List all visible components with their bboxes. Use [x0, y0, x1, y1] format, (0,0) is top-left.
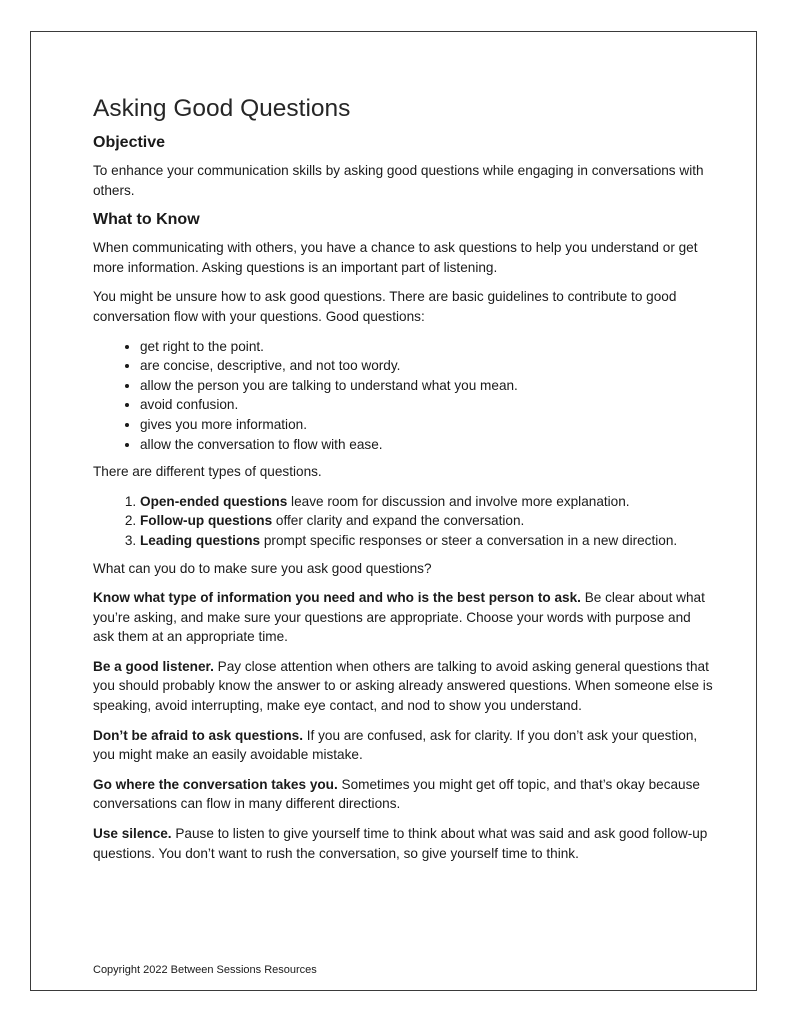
- tip-paragraph: [93, 588, 713, 647]
- type-term: Follow-up questions: [140, 513, 273, 529]
- list-item: • gives you more information.: [140, 415, 713, 435]
- list-item: [140, 531, 713, 551]
- list-item: • avoid confusion.: [140, 395, 713, 415]
- tip-paragraph: [93, 775, 713, 814]
- tip-text: Sometimes you might get off topic, and that’s okay because conversations can flow in many different directions.: [93, 776, 700, 812]
- list-item: • get right to the point.: [140, 337, 713, 357]
- tips-intro: What can you do to make sure you ask good questions?: [93, 560, 432, 576]
- objective-text: To enhance your communication skills by asking good questions while engaging in conversations with others.: [93, 163, 704, 198]
- tip-lead: Don’t be afraid to ask questions.: [93, 727, 303, 743]
- question-types-list: [93, 492, 713, 551]
- type-term: Open-ended questions: [140, 493, 288, 509]
- tip-paragraph: [93, 824, 713, 863]
- list-item: [140, 492, 713, 512]
- tip-lead: Go where the conversation takes you.: [93, 776, 338, 792]
- type-description: offer clarity and expand the conversation.: [272, 513, 525, 529]
- objective-heading: Objective: [93, 134, 166, 151]
- list-item: • allow the conversation to flow with ease.: [140, 435, 713, 455]
- type-description: leave room for discussion and involve more explanation.: [287, 493, 630, 509]
- what-to-know-paragraph-2: You might be unsure how to ask good questions. There are basic guidelines to contribute to good conversation flow with your questions. Good questions:: [93, 289, 677, 324]
- document-body: [93, 94, 713, 873]
- tip-paragraph: [93, 726, 713, 765]
- what-to-know-heading: What to Know: [93, 211, 200, 229]
- tip-text: Pay close attention when others are talking to avoid asking general questions that you should probably know the answer to or asking already answered questions. When someone else is speaking, avoid interrupting, make eye contact, and nod to show you understand.: [93, 658, 713, 714]
- type-description: prompt specific responses or steer a conversation in a new direction.: [260, 532, 678, 548]
- list-item: • are concise, descriptive, and not too wordy.: [140, 356, 713, 376]
- tip-lead: Be a good listener.: [93, 658, 214, 674]
- tip-text: Pause to listen to give yourself time to think about what was said and ask good follow-up questions. You don’t want to rush the conversation, so give yourself time to think.: [93, 826, 708, 861]
- what-to-know-paragraph-1: When communicating with others, you have a chance to ask questions to help you understand or get more information. Asking questions is an important part of listening.: [93, 240, 698, 275]
- types-intro: There are different types of questions.: [93, 464, 322, 480]
- list-item: [140, 511, 713, 531]
- tip-paragraph: [93, 657, 713, 716]
- page-title: Asking Good Questions: [93, 95, 351, 122]
- list-item: • allow the person you are talking to understand what you mean.: [140, 376, 713, 396]
- tip-text: If you are confused, ask for clarity. If you don’t ask your question, you might make an easily avoidable mistake.: [93, 727, 698, 763]
- type-term: Leading questions: [140, 532, 261, 548]
- good-questions-list: [93, 337, 713, 455]
- tip-lead: Use silence.: [93, 826, 172, 842]
- tip-lead: Know what type of information you need and who is the best person to ask.: [93, 590, 581, 606]
- copyright-footer: Copyright 2022 Between Sessions Resources: [93, 964, 317, 976]
- tip-text: Be clear about what you’re asking, and make sure your questions are appropriate. Choose your words with purpose and ask them at an appropriate time.: [93, 590, 705, 645]
